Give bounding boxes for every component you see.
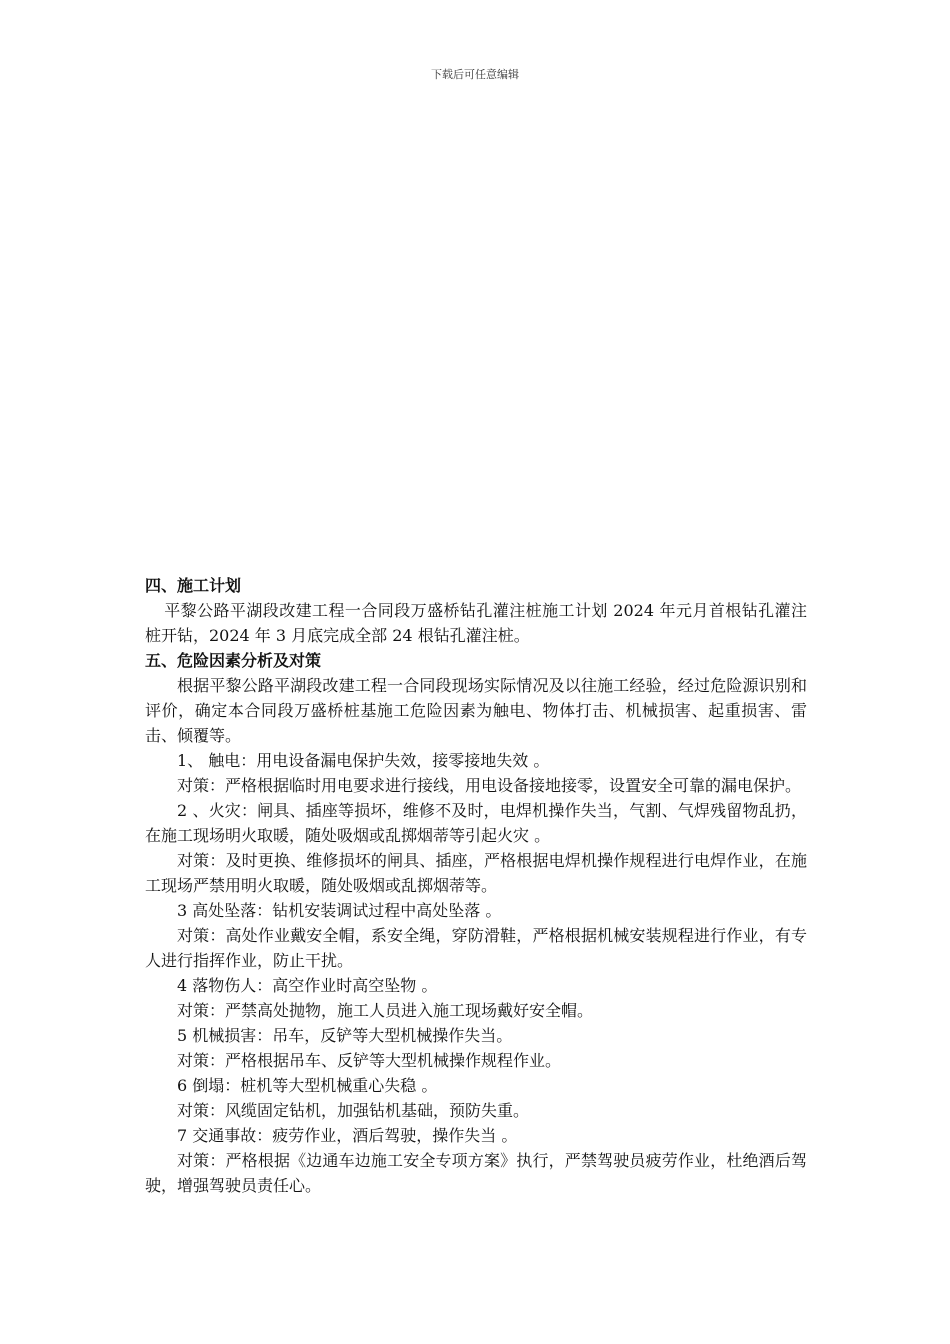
risk-item-machinery: 5 机械损害：吊车，反铲等大型机械操作失当。: [177, 1026, 513, 1045]
countermeasure-fall: 对策：高处作业戴安全帽，系安全绳，穿防滑鞋，严格根据机械安装规程进行作业，有专人进行指挥作业，防止干扰。: [145, 926, 807, 970]
risk-intro-paragraph: 根据平黎公路平湖段改建工程一合同段现场实际情况及以往施工经验，经过危险源识别和评价，确定本合同段万盛桥桩基施工危险因素为触电、物体打击、机械损害、起重损害、雷击、倾覆等。: [145, 676, 807, 745]
section-heading-risk-analysis: 五、危险因素分析及对策: [145, 651, 322, 670]
risk-item-collapse: 6 倒塌：桩机等大型机械重心失稳 。: [177, 1076, 438, 1095]
countermeasure-collapse: 对策：风缆固定钻机，加强钻机基础，预防失重。: [177, 1101, 530, 1120]
risk-item-fire: 2 、火灾：闸具、插座等损坏，维修不及时，电焊机操作失当，气割、气焊残留物乱扔，在施工现场明火取暖，随处吸烟或乱掷烟蒂等引起火灾 。: [145, 801, 807, 845]
countermeasure-machinery: 对策：严格根据吊车、反铲等大型机械操作规程作业。: [177, 1051, 562, 1070]
countermeasure-fire: 对策：及时更换、维修损坏的闸具、插座，严格根据电焊机操作规程进行电焊作业，在施工现场严禁用明火取暖，随处吸烟或乱掷烟蒂等。: [145, 851, 807, 895]
countermeasure-electric-shock: 对策：严格根据临时用电要求进行接线，用电设备接地接零，设置安全可靠的漏电保护。: [177, 776, 802, 795]
countermeasure-falling-objects: 对策：严禁高处抛物，施工人员进入施工现场戴好安全帽。: [177, 1001, 594, 1020]
section-heading-construction-plan: 四、施工计划: [145, 576, 242, 595]
construction-plan-paragraph: 平黎公路平湖段改建工程一合同段万盛桥钻孔灌注桩施工计划 2024 年元月首根钻孔灌注桩开钻，2024 年 3 月底完成全部 24 根钻孔灌注桩。: [145, 601, 807, 645]
risk-item-traffic: 7 交通事故：疲劳作业，酒后驾驶，操作失当 。: [177, 1126, 518, 1145]
document-body: [145, 573, 807, 1198]
countermeasure-traffic: 对策：严格根据《边通车边施工安全专项方案》执行，严禁驾驶员疲劳作业，杜绝酒后驾驶，增强驾驶员责任心。: [145, 1151, 807, 1195]
page-header-note: 下载后可任意编辑: [431, 68, 519, 81]
risk-item-fall: 3 高处坠落：钻机安装调试过程中高处坠落 。: [177, 901, 502, 920]
risk-item-electric-shock: 1、 触电：用电设备漏电保护失效，接零接地失效 。: [177, 751, 550, 770]
risk-item-falling-objects: 4 落物伤人：高空作业时高空坠物 。: [177, 976, 438, 995]
